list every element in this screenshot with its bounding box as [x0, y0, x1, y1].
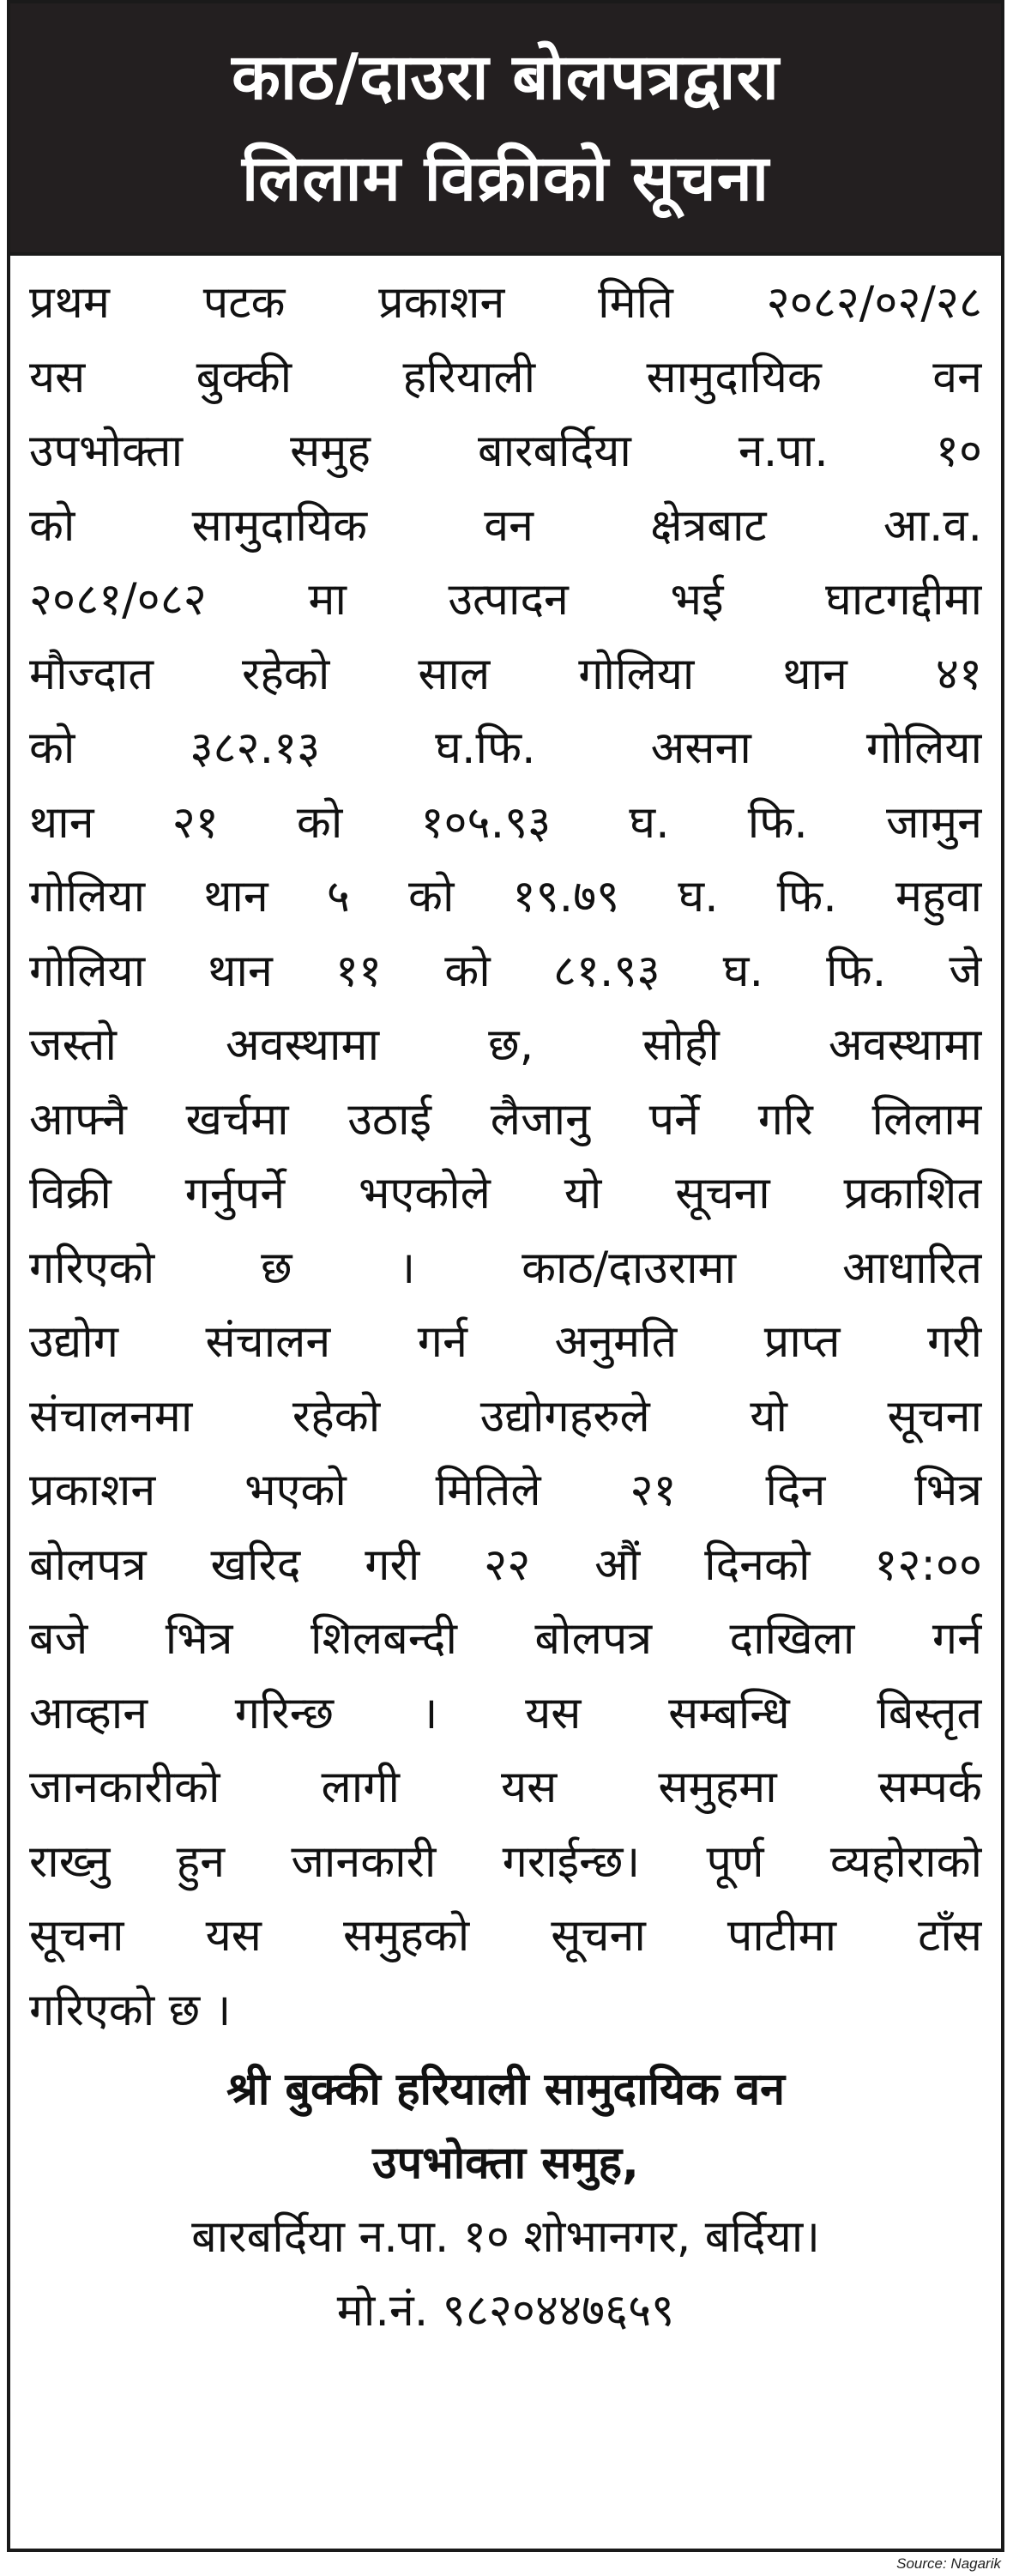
body-line: जानकारीको लागी यस समुहमा सम्पर्क — [29, 1762, 982, 1813]
body-line: थान २१ को १०५.९३ घ. फि. जामुन — [29, 796, 982, 849]
body-line: सूचना यस समुहको सूचना पाटीमा टाँस — [29, 1910, 982, 1962]
notice-footer — [10, 2047, 1001, 2348]
organization-name-line-2: उपभोक्ता समुह, — [372, 2138, 639, 2189]
body-line: गोलिया थान ५ को १९.७९ घ. फि. महुवा — [29, 871, 982, 922]
body-line: आफ्नै खर्चमा उठाई लैजानु पर्ने गरि लिलाम — [29, 1093, 982, 1146]
organization-name-line-1: श्री बुक्की हरियाली सामुदायिक वन — [226, 2064, 785, 2115]
organization-phone: मो.नं. ९८२०४४७६५९ — [336, 2285, 675, 2337]
body-line: विक्री गर्नुपर्ने भएकोले यो सूचना प्रकाशित — [29, 1168, 982, 1219]
body-line: उपभोक्ता समुह बारबर्दिया न.पा. १० — [29, 426, 982, 477]
body-line: संचालनमा रहेको उद्योगहरुले यो सूचना — [29, 1390, 982, 1442]
body-line: जस्तो अवस्थामा छ, सोही अवस्थामा — [29, 1019, 982, 1071]
body-line: प्रथम पटक प्रकाशन मिति २०८२/०२/२८ — [29, 277, 982, 329]
notice-body — [10, 256, 1001, 2047]
body-line: बजे भित्र शिलबन्दी बोलपत्र दाखिला गर्न — [29, 1613, 982, 1665]
body-line: बोलपत्र खरिद गरी २२ औं दिनको १२:०० — [29, 1539, 982, 1591]
body-line: को ३८२.१३ घ.फि. असना गोलिया — [29, 723, 982, 774]
body-line: गोलिया थान ११ को ८१.९३ घ. फि. जे — [29, 945, 982, 997]
body-line: यस बुक्की हरियाली सामुदायिक वन — [29, 351, 982, 403]
notice-box — [7, 0, 1004, 2552]
organization-address: बारबर्दिया न.पा. १० शोभानगर, बर्दिया। — [191, 2211, 820, 2263]
source-credit: Source: Nagarik — [896, 2555, 1001, 2572]
body-line: को सामुदायिक वन क्षेत्रबाट आ.व. — [29, 499, 982, 552]
body-line: राख्नु हुन जानकारी गराईन्छ। पूर्ण व्यहोराको — [29, 1835, 982, 1888]
body-line: प्रकाशन भएको मितिले २१ दिन भित्र — [29, 1465, 982, 1516]
body-line: उद्योग संचालन गर्न अनुमति प्राप्त गरी — [29, 1316, 982, 1368]
notice-title-line-2: लिलाम विक्रीको सूचना — [241, 142, 769, 215]
body-line: गरिएको छ । काठ/दाउरामा आधारित — [29, 1242, 982, 1294]
body-line: मौज्दात रहेको साल गोलिया थान ४१ — [29, 648, 982, 700]
body-line: २०८१/०८२ मा उत्पादन भई घाटगद्दीमा — [29, 574, 982, 626]
body-line: आव्हान गरिन्छ । यस सम्बन्धि बिस्तृत — [29, 1687, 982, 1739]
notice-title-line-1: काठ/दाउरा बोलपत्रद्वारा — [232, 40, 780, 114]
notice-header — [10, 3, 1001, 256]
body-line: गरिएको छ । — [29, 1984, 232, 2036]
